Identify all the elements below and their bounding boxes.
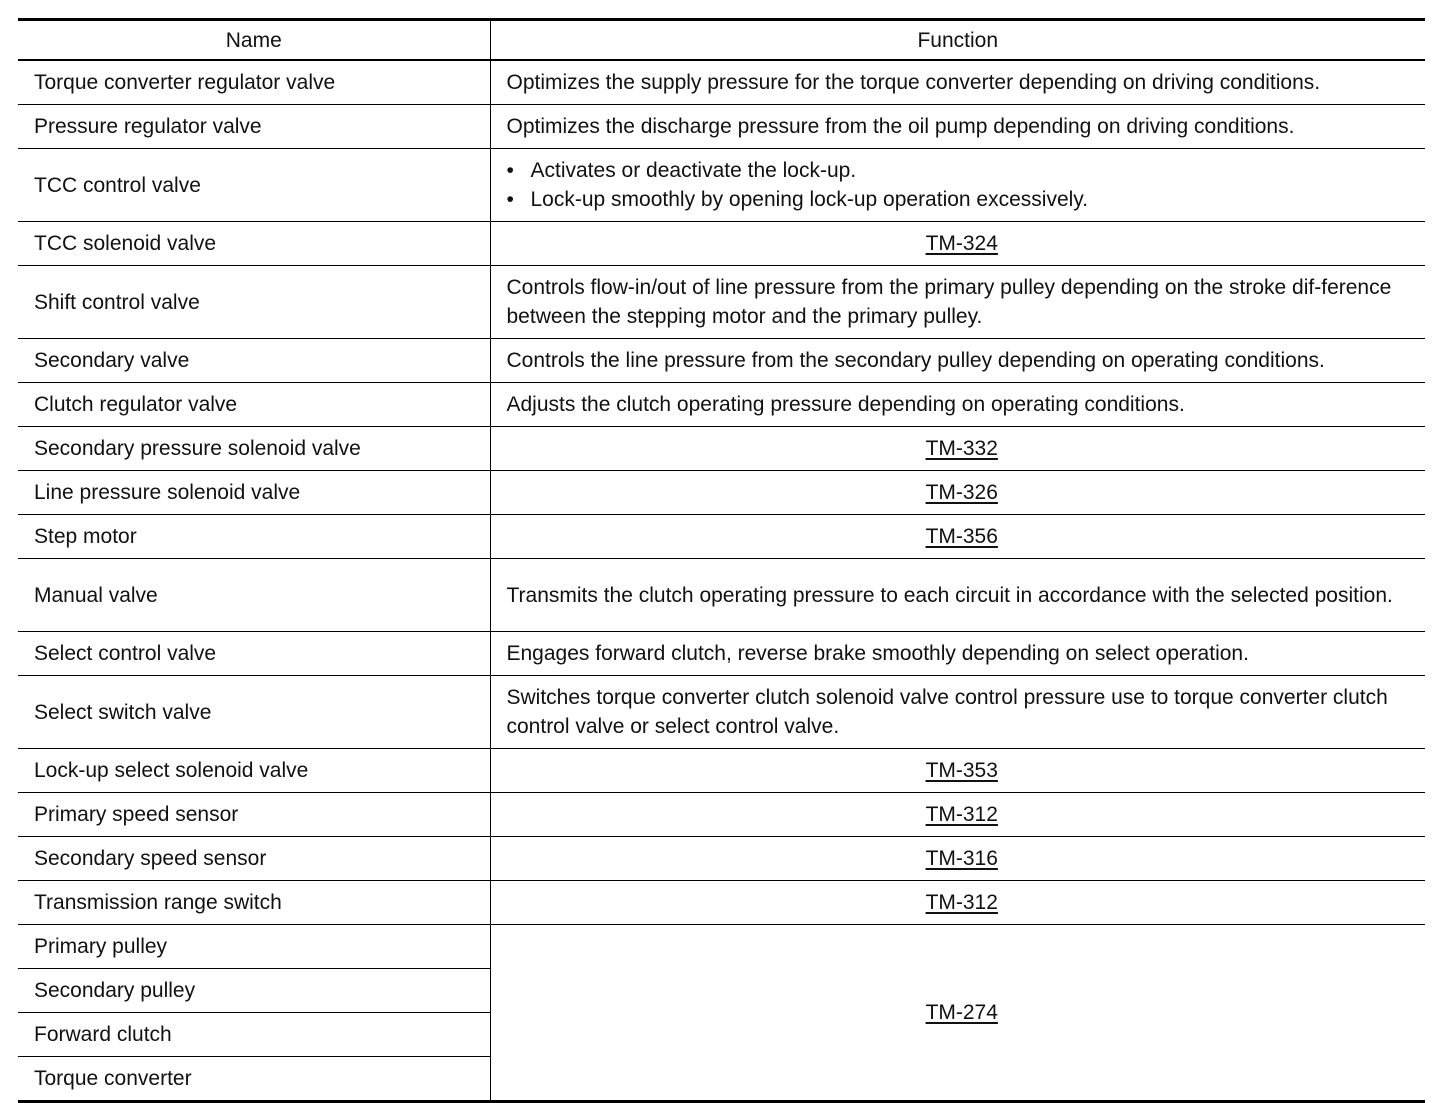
table-row — [18, 632, 1425, 676]
reference-link[interactable]: TM-324 — [925, 232, 998, 255]
row-name: Torque converter regulator valve — [18, 60, 490, 105]
row-name: Primary pulley — [18, 925, 490, 969]
table-row — [18, 339, 1425, 383]
reference-link[interactable]: TM-326 — [925, 481, 998, 504]
row-name: Pressure regulator valve — [18, 105, 490, 149]
row-name: Manual valve — [18, 559, 490, 632]
table-row — [18, 383, 1425, 427]
row-name: Torque converter — [18, 1057, 490, 1102]
reference-link[interactable]: TM-274 — [925, 1001, 998, 1024]
row-name: Select control valve — [18, 632, 490, 676]
row-name: TCC solenoid valve — [18, 222, 490, 266]
row-name: Line pressure solenoid valve — [18, 471, 490, 515]
row-function — [490, 515, 1425, 559]
table-row — [18, 676, 1425, 749]
row-name: Step motor — [18, 515, 490, 559]
bullet-icon: • — [506, 188, 514, 211]
table-row — [18, 149, 1425, 222]
bullet-text: Lock-up smoothly by opening lock-up operation excessively. — [530, 188, 1089, 211]
table-header-row — [18, 20, 1425, 61]
row-function — [490, 427, 1425, 471]
table-row — [18, 559, 1425, 632]
bullet-icon: • — [506, 159, 514, 182]
row-name: Shift control valve — [18, 266, 490, 339]
row-name: Clutch regulator valve — [18, 383, 490, 427]
component-function-table — [18, 18, 1425, 1103]
row-function — [490, 793, 1425, 837]
row-function — [490, 749, 1425, 793]
table-row — [18, 837, 1425, 881]
table-row — [18, 881, 1425, 925]
row-function: Controls the line pressure from the secondary pulley depending on operating conditions. — [490, 339, 1425, 383]
reference-link[interactable]: TM-353 — [925, 759, 998, 782]
table-row — [18, 266, 1425, 339]
row-function — [490, 149, 1425, 222]
row-function — [490, 222, 1425, 266]
reference-link[interactable]: TM-356 — [925, 525, 998, 548]
table-row — [18, 60, 1425, 105]
reference-link[interactable]: TM-312 — [925, 891, 998, 914]
row-name: Transmission range switch — [18, 881, 490, 925]
row-function — [490, 925, 1425, 1102]
bullet-item — [507, 156, 1418, 185]
row-function — [490, 471, 1425, 515]
table-row — [18, 105, 1425, 149]
row-name: Forward clutch — [18, 1013, 490, 1057]
table-row — [18, 925, 1425, 969]
table-row — [18, 471, 1425, 515]
table-row — [18, 793, 1425, 837]
row-name: Secondary pulley — [18, 969, 490, 1013]
column-header-name: Name — [18, 20, 490, 61]
table-row — [18, 515, 1425, 559]
row-name: Primary speed sensor — [18, 793, 490, 837]
row-function: Transmits the clutch operating pressure to each circuit in accordance with the selected position. — [490, 559, 1425, 632]
row-name: Secondary speed sensor — [18, 837, 490, 881]
bullet-text: Activates or deactivate the lock-up. — [530, 159, 857, 182]
table-row — [18, 749, 1425, 793]
column-header-function: Function — [490, 20, 1425, 61]
row-name: Secondary pressure solenoid valve — [18, 427, 490, 471]
reference-link[interactable]: TM-312 — [925, 803, 998, 826]
row-function: Optimizes the discharge pressure from the oil pump depending on driving conditions. — [490, 105, 1425, 149]
table-row — [18, 222, 1425, 266]
reference-link[interactable]: TM-332 — [925, 437, 998, 460]
row-name: TCC control valve — [18, 149, 490, 222]
row-function: Switches torque converter clutch solenoid valve control pressure use to torque converter clutch control valve or select control valve. — [490, 676, 1425, 749]
row-function — [490, 881, 1425, 925]
row-name: Select switch valve — [18, 676, 490, 749]
bullet-list — [507, 156, 1418, 214]
row-function — [490, 837, 1425, 881]
table-row — [18, 427, 1425, 471]
bullet-item — [507, 185, 1418, 214]
row-function: Controls flow-in/out of line pressure from the primary pulley depending on the stroke dif-ference between the stepping motor and the primary pulley. — [490, 266, 1425, 339]
row-name: Lock-up select solenoid valve — [18, 749, 490, 793]
row-name: Secondary valve — [18, 339, 490, 383]
reference-link[interactable]: TM-316 — [925, 847, 998, 870]
row-function: Engages forward clutch, reverse brake smoothly depending on select operation. — [490, 632, 1425, 676]
row-function: Adjusts the clutch operating pressure depending on operating conditions. — [490, 383, 1425, 427]
row-function: Optimizes the supply pressure for the torque converter depending on driving conditions. — [490, 60, 1425, 105]
